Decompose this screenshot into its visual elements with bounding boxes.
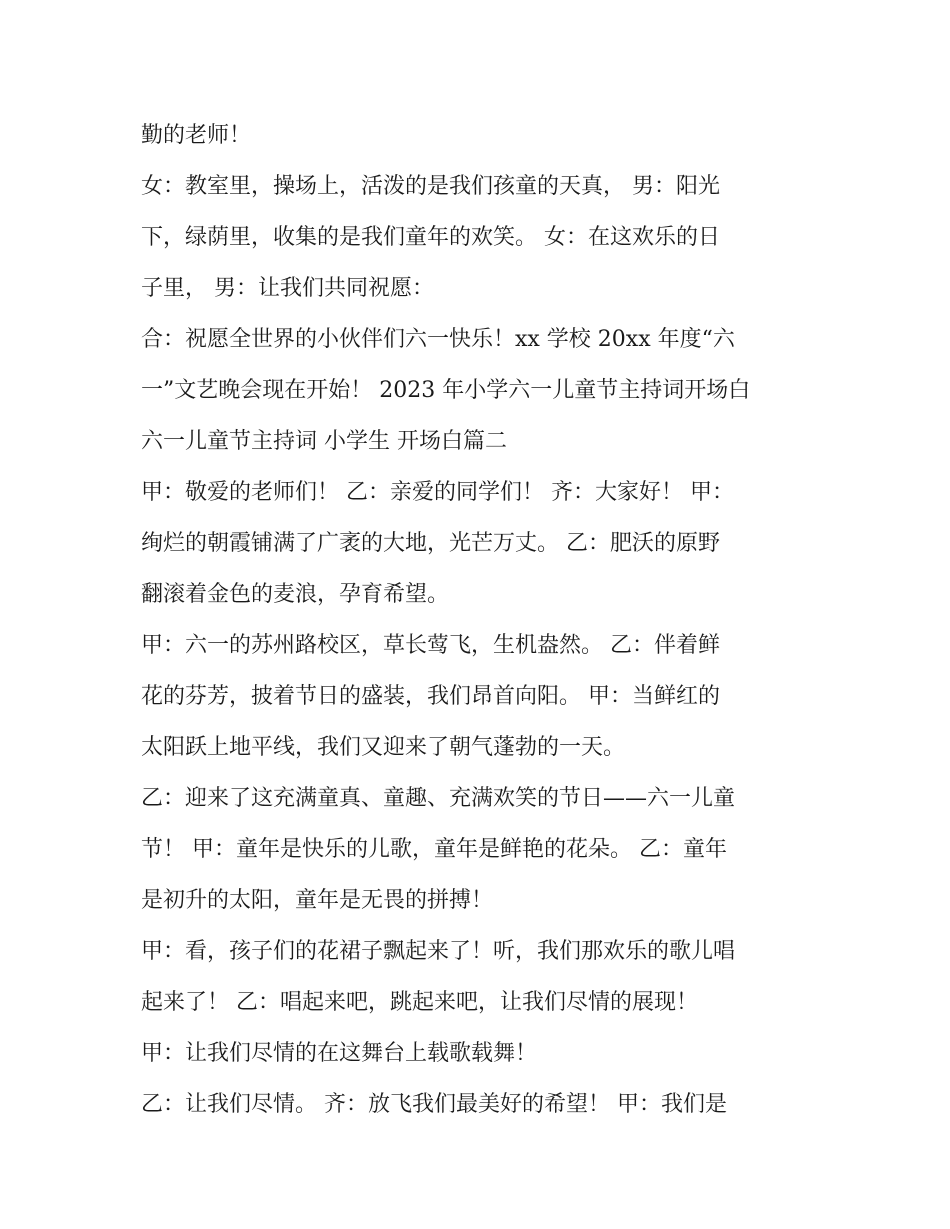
text-line: 是初升的太阳，童年是无畏的拼搏！ [141, 888, 494, 913]
text-line: 勤的老师！ [141, 123, 252, 148]
text-line: 翻滚着金色的麦浪，孕育希望。 [141, 582, 450, 607]
text-line: 子里， 男：让我们共同祝愿： [141, 276, 434, 301]
text-line: 甲：六一的苏州路校区，草长莺飞，生机盎然。 乙：伴着鲜 [141, 633, 720, 658]
document-body [141, 110, 821, 1130]
text-line: 节！ 甲：童年是快乐的儿歌，童年是鲜艳的花朵。 乙：童年 [141, 837, 727, 862]
text-line: 下，绿荫里，收集的是我们童年的欢笑。 女：在这欢乐的日 [141, 225, 720, 250]
text-line: 女：教室里，操场上，活泼的是我们孩童的天真， 男：阳光 [141, 174, 720, 199]
text-line: 甲：让我们尽情的在这舞台上载歌载舞！ [141, 1041, 538, 1066]
text-line: 绚烂的朝霞铺满了广袤的大地，光芒万丈。 乙：肥沃的原野 [141, 531, 720, 556]
text-line: 乙：让我们尽情。 齐：放飞我们最美好的希望！ 甲：我们是 [141, 1092, 727, 1117]
text-line: 花的芬芳，披着节日的盛装，我们昂首向阳。 甲：当鲜红的 [141, 684, 720, 709]
text-line: 合：祝愿全世界的小伙伴们六一快乐！xx 学校 20xx 年度“六 [141, 327, 735, 352]
text-line: 起来了！ 乙：唱起来吧，跳起来吧，让我们尽情的展现！ [141, 990, 698, 1015]
text-line: 太阳跃上地平线，我们又迎来了朝气蓬勃的一天。 [141, 735, 626, 760]
text-line: 甲：敬爱的老师们！ 乙：亲爱的同学们！ 齐：大家好！ 甲： [141, 480, 734, 505]
text-line: 甲：看，孩子们的花裙子飘起来了！听，我们那欢乐的歌儿唱 [141, 939, 736, 964]
text-line: 乙：迎来了这充满童真、童趣、充满欢笑的节日——六一儿童 [141, 786, 736, 811]
text-line: 一”文艺晚会现在开始！ 2023 年小学六一儿童节主持词开场白 [141, 378, 751, 403]
text-line: 六一儿童节主持词 小学生 开场白篇二 [141, 429, 507, 454]
